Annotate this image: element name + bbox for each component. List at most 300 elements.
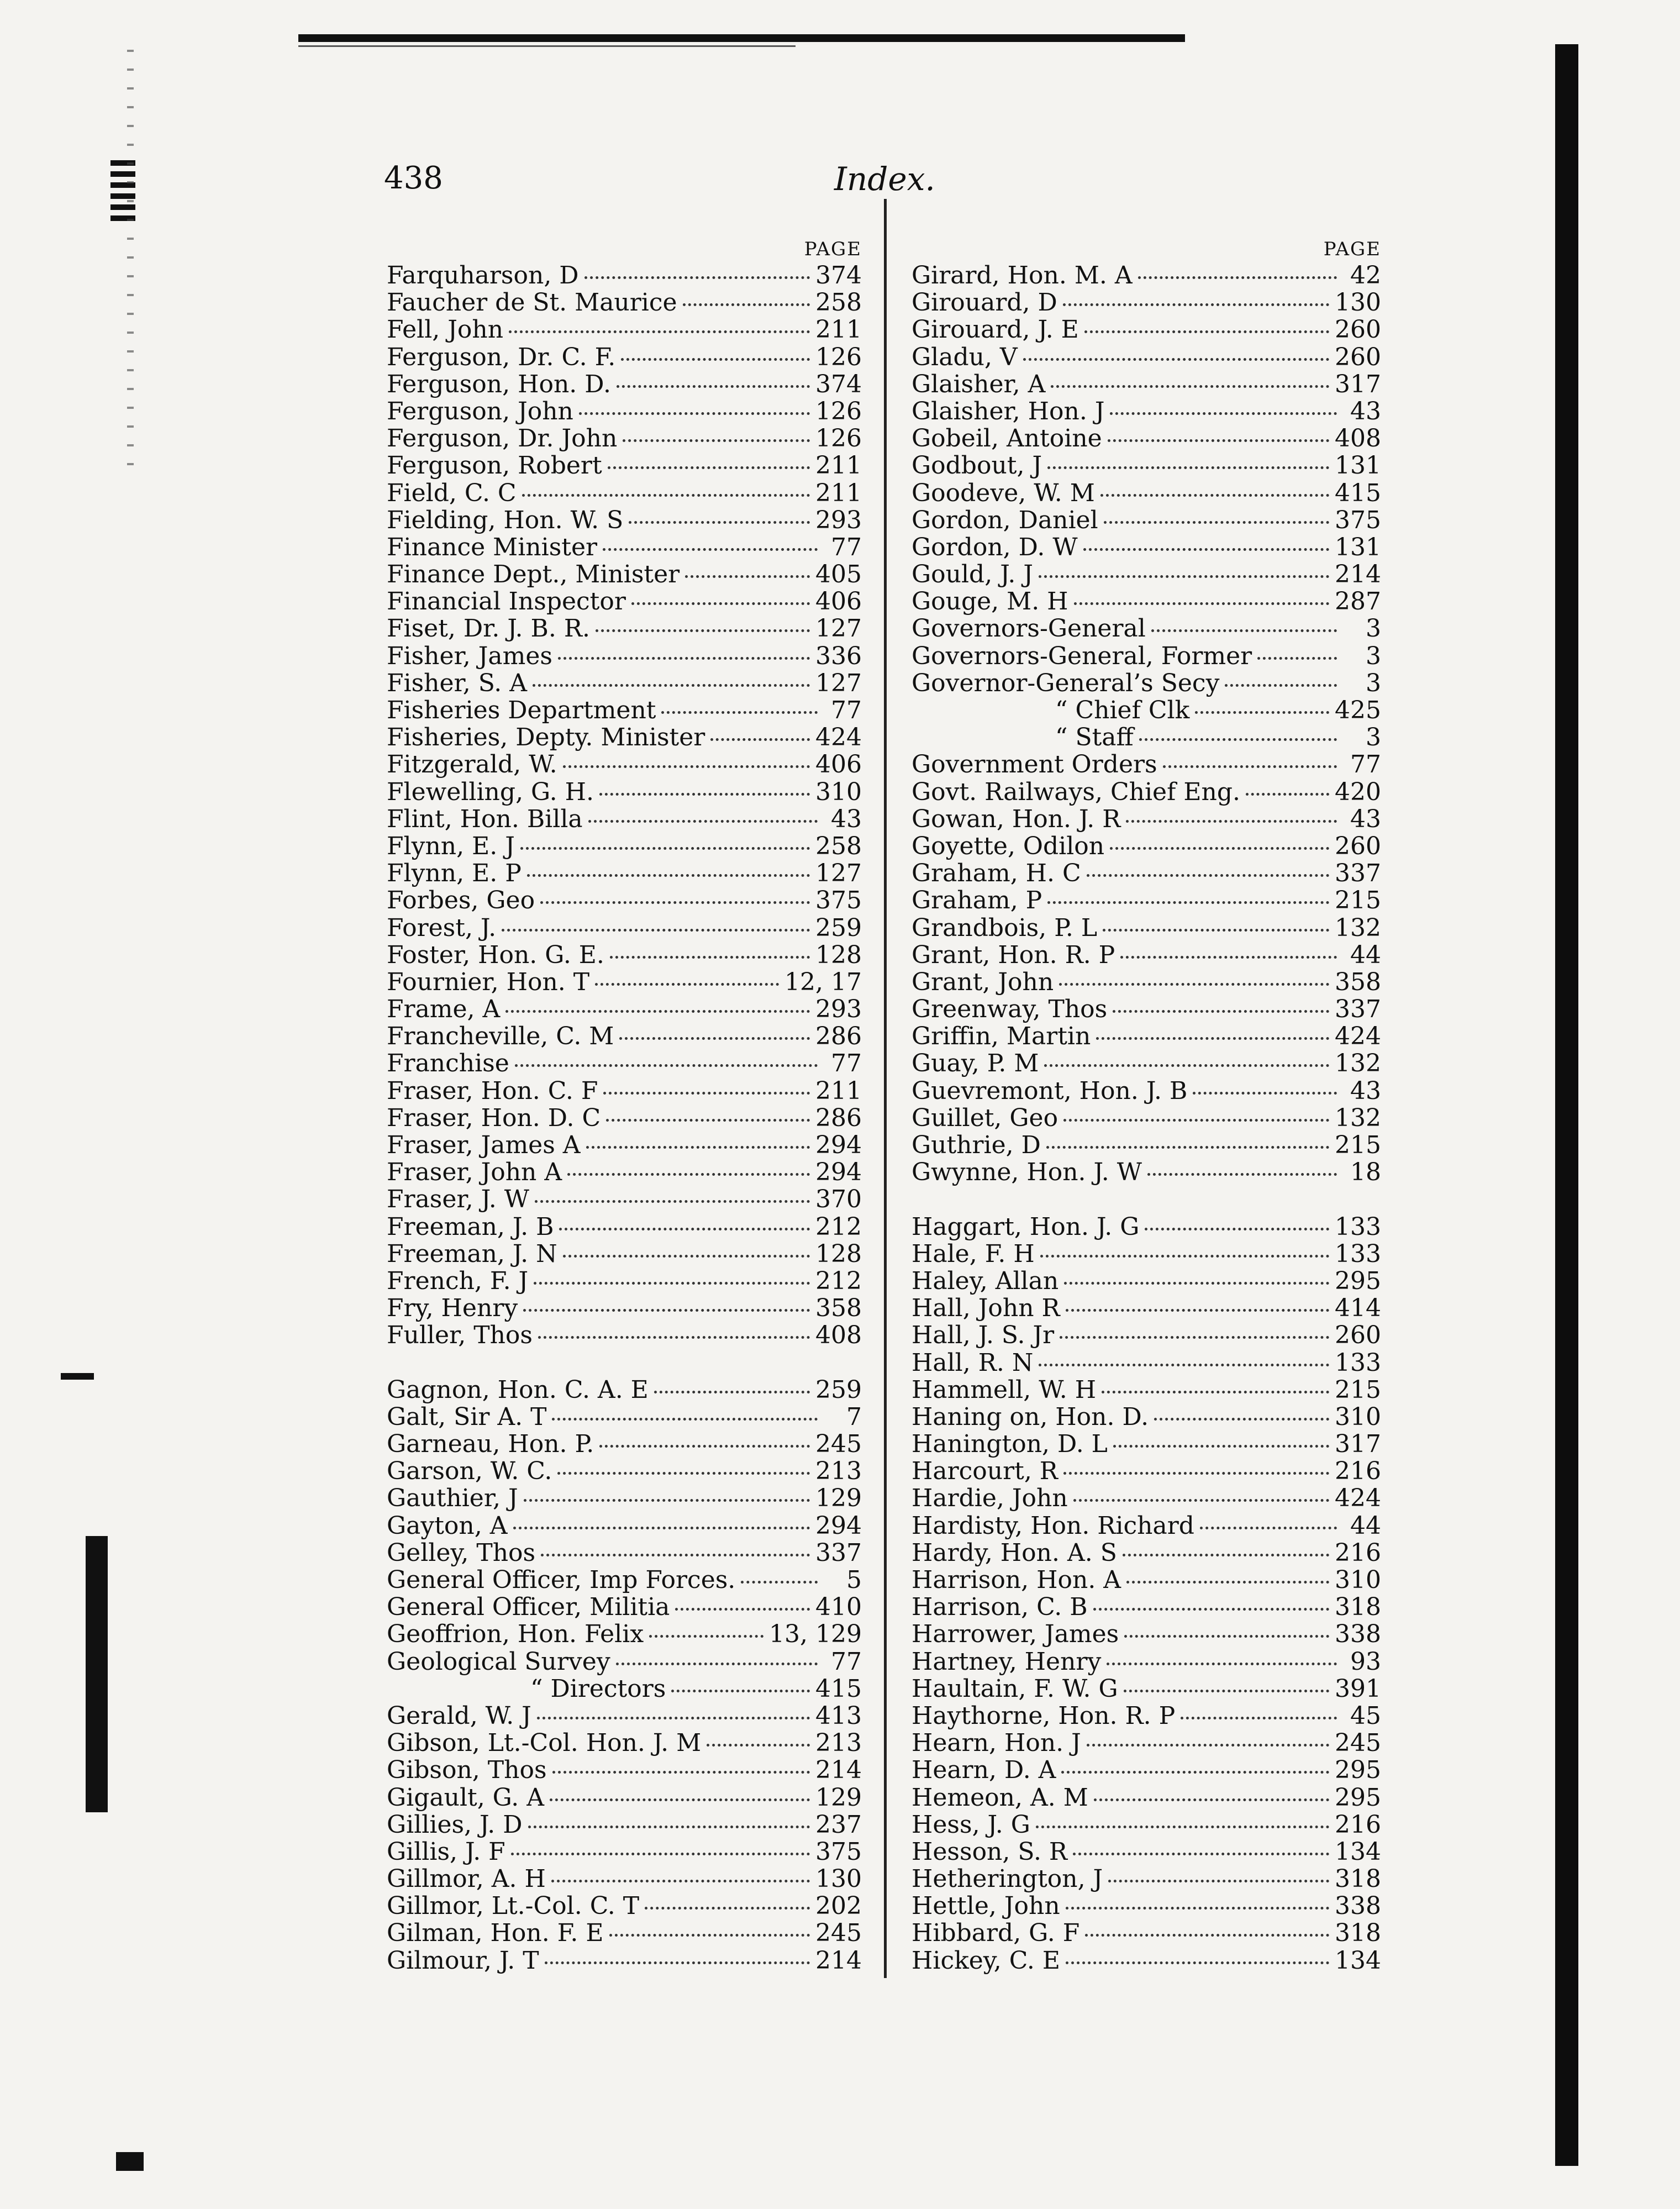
top-rule-thin — [298, 45, 796, 47]
leader-dots — [596, 629, 810, 632]
leader-dots — [629, 521, 810, 524]
index-entry — [912, 833, 1381, 860]
index-entry — [912, 969, 1381, 996]
entry-page: 410 — [815, 1593, 862, 1622]
index-entry — [912, 1077, 1381, 1104]
column-divider — [884, 199, 887, 1978]
entry-name: Gerald, W. J — [387, 1701, 531, 1730]
entry-page: 216 — [1335, 1457, 1381, 1486]
index-entry — [387, 316, 862, 343]
leader-dots — [1193, 1092, 1337, 1095]
index-column-right — [912, 236, 1381, 1974]
entry-page: 318 — [1335, 1593, 1381, 1622]
entry-page: 129 — [815, 1484, 862, 1513]
leader-dots — [1044, 1064, 1329, 1067]
leader-dots — [540, 901, 810, 904]
entry-page: 43 — [831, 804, 862, 833]
entry-page: 310 — [1335, 1402, 1381, 1431]
leader-dots — [1046, 1146, 1329, 1149]
entry-name: Goyette, Odilon — [912, 832, 1105, 860]
leader-dots — [552, 1418, 818, 1421]
entry-page: 202 — [815, 1892, 862, 1921]
entry-name: Gibson, Lt.-Col. Hon. J. M — [387, 1729, 702, 1758]
running-head: Index. — [834, 160, 935, 198]
binding-shadow — [1555, 44, 1578, 2166]
entry-name: Harrower, James — [912, 1620, 1119, 1649]
entry-name: Fisheries Department — [387, 696, 656, 724]
entry-name: Forest, J. — [387, 913, 497, 942]
leader-dots — [683, 303, 810, 306]
entry-page: 245 — [1335, 1729, 1381, 1758]
entry-page: 374 — [815, 370, 862, 398]
entry-name: Hammell, W. H — [912, 1375, 1097, 1404]
entry-page: 214 — [815, 1756, 862, 1785]
entry-page: 338 — [1335, 1620, 1381, 1649]
index-entry — [387, 1865, 862, 1892]
entry-name: Ferguson, Hon. D. — [387, 370, 611, 398]
index-entry — [387, 1403, 862, 1430]
index-entry — [387, 1458, 862, 1485]
leader-dots — [523, 1309, 810, 1312]
index-entry — [912, 697, 1381, 724]
leader-dots — [654, 1391, 810, 1393]
entry-page: 286 — [815, 1022, 862, 1051]
entry-page: 237 — [815, 1810, 862, 1839]
entry-page: 77 — [831, 1647, 862, 1676]
index-entry — [912, 942, 1381, 969]
index-entry — [387, 1702, 862, 1729]
entry-page: 212 — [815, 1266, 862, 1295]
leader-dots — [1066, 1961, 1329, 1964]
index-entry — [387, 1566, 862, 1593]
index-entry — [912, 480, 1381, 507]
leader-dots — [595, 983, 779, 986]
index-entry — [912, 1458, 1381, 1485]
entry-name: Gauthier, J — [387, 1484, 518, 1513]
leader-dots — [1039, 575, 1329, 578]
index-entry — [912, 1132, 1381, 1159]
entry-page: 391 — [1335, 1674, 1381, 1703]
index-entry — [912, 1403, 1381, 1430]
entry-page: 406 — [815, 750, 862, 779]
leader-dots — [1102, 1391, 1329, 1393]
entry-page: 3 — [1366, 723, 1381, 752]
leader-dots — [675, 1608, 810, 1611]
leader-dots — [1085, 1934, 1329, 1937]
entry-name: Fry, Henry — [387, 1294, 518, 1323]
leader-dots — [511, 1853, 810, 1855]
index-entry — [912, 1430, 1381, 1458]
index-entry — [912, 1892, 1381, 1919]
entry-page: 13, 129 — [769, 1620, 862, 1649]
index-entry — [912, 398, 1381, 425]
index-entry — [912, 1838, 1381, 1865]
entry-name: Glaisher, Hon. J — [912, 397, 1105, 425]
entry-name: Hickey, C. E — [912, 1946, 1060, 1975]
leader-dots — [1257, 657, 1337, 660]
index-entry — [387, 670, 862, 697]
entry-name: Glaisher, A — [912, 370, 1046, 398]
leader-dots — [502, 929, 810, 932]
entry-page: 294 — [815, 1158, 862, 1187]
entry-name: Gigault, G. A — [387, 1783, 545, 1812]
entry-name: Fiset, Dr. J. B. R. — [387, 614, 590, 643]
entry-name: Gilman, Hon. F. E — [387, 1919, 604, 1948]
leader-dots — [541, 1554, 810, 1556]
index-entry — [387, 1376, 862, 1403]
index-entry — [387, 425, 862, 452]
entry-name: Gordon, D. W — [912, 533, 1078, 561]
index-entry — [912, 1104, 1381, 1132]
index-entry — [912, 1947, 1381, 1974]
leader-dots — [603, 1092, 810, 1095]
leader-dots — [671, 1690, 810, 1692]
entry-name: Hetherington, J — [912, 1865, 1103, 1894]
leader-dots — [1023, 358, 1329, 361]
entry-page: 415 — [1335, 478, 1381, 507]
entry-name: Flynn, E. P — [387, 859, 522, 888]
entry-page: 134 — [1335, 1837, 1381, 1866]
index-entry — [912, 588, 1381, 615]
leader-dots — [533, 684, 810, 687]
index-entry — [912, 1376, 1381, 1403]
entry-name: Graham, H. C — [912, 859, 1081, 888]
entry-page: 129 — [815, 1783, 862, 1812]
entry-name: Godbout, J — [912, 451, 1042, 480]
leader-dots — [551, 1880, 810, 1882]
index-entry — [912, 289, 1381, 316]
entry-page: 127 — [815, 614, 862, 643]
leader-dots — [1051, 385, 1329, 388]
leader-dots — [1096, 1037, 1329, 1040]
entry-page: 211 — [815, 1076, 862, 1105]
entry-name: Governors-General — [912, 614, 1146, 643]
index-entry — [912, 751, 1381, 778]
index-entry — [387, 534, 862, 561]
scan-mark-tick — [61, 1373, 94, 1380]
entry-name: Galt, Sir A. T — [387, 1402, 547, 1431]
entry-name: Gagnon, Hon. C. A. E — [387, 1375, 649, 1404]
entry-page: 215 — [1335, 1131, 1381, 1159]
entry-name: Greenway, Thos — [912, 995, 1108, 1024]
entry-name: Foster, Hon. G. E. — [387, 940, 604, 969]
leader-dots — [538, 1336, 810, 1339]
index-entry — [912, 724, 1381, 751]
index-entry — [387, 1675, 862, 1702]
entry-name: Guevremont, Hon. J. B — [912, 1076, 1188, 1105]
leader-dots — [515, 1064, 818, 1067]
entry-page: 295 — [1335, 1266, 1381, 1295]
entry-page: 132 — [1335, 1049, 1381, 1078]
entry-page: 211 — [815, 315, 862, 344]
index-entry — [387, 262, 862, 289]
entry-page: 213 — [815, 1457, 862, 1486]
leader-dots — [563, 1255, 810, 1258]
entry-page: 259 — [815, 1375, 862, 1404]
entry-name: Francheville, C. M — [387, 1022, 614, 1051]
entry-page: 293 — [815, 506, 862, 534]
leader-dots — [710, 738, 810, 741]
index-entry — [912, 643, 1381, 670]
leader-dots — [619, 1037, 810, 1040]
entry-page: 317 — [1335, 1430, 1381, 1459]
index-entry — [912, 806, 1381, 833]
entry-page: 310 — [815, 777, 862, 806]
entry-name: Girouard, D — [912, 288, 1057, 317]
index-entry — [387, 1132, 862, 1159]
leader-dots — [1073, 1499, 1329, 1502]
index-entry — [912, 1865, 1381, 1892]
index-entry — [912, 1729, 1381, 1756]
leader-dots — [1103, 929, 1329, 932]
index-entry — [387, 779, 862, 806]
entry-page: 337 — [1335, 995, 1381, 1024]
leader-dots — [1181, 1717, 1337, 1719]
leader-dots — [1145, 1228, 1329, 1230]
entry-page: 127 — [815, 859, 862, 888]
leader-dots — [1123, 1554, 1329, 1556]
index-entry — [387, 1267, 862, 1295]
entry-name: Guay, P. M — [912, 1049, 1039, 1078]
entry-name: Finance Dept., Minister — [387, 560, 680, 589]
index-entry — [387, 969, 862, 996]
entry-page: 126 — [815, 397, 862, 425]
top-rule — [298, 34, 1185, 42]
entry-page: 12, 17 — [784, 967, 862, 996]
entry-page: 18 — [1350, 1158, 1381, 1187]
index-entry — [387, 860, 862, 887]
index-entry — [912, 1811, 1381, 1838]
entry-page: 77 — [831, 1049, 862, 1078]
entry-name: Geoffrion, Hon. Felix — [387, 1620, 644, 1649]
index-entry — [912, 1593, 1381, 1621]
leader-dots — [1083, 548, 1329, 551]
entry-page: 127 — [815, 669, 862, 697]
entry-page: 215 — [1335, 886, 1381, 915]
leader-dots — [707, 1744, 810, 1747]
leader-dots — [505, 1010, 810, 1013]
leader-dots — [513, 1527, 810, 1529]
entry-name: Flint, Hon. Billa — [387, 804, 583, 833]
index-entry — [387, 751, 862, 778]
leader-dots — [621, 358, 810, 361]
entry-name: Financial Inspector — [387, 587, 626, 616]
entry-page: 413 — [815, 1701, 862, 1730]
entry-page: 214 — [815, 1946, 862, 1975]
index-entry — [912, 1023, 1381, 1050]
leader-dots — [623, 439, 810, 442]
leader-dots — [1100, 494, 1329, 497]
entry-name: Flynn, E. J — [387, 832, 515, 860]
index-entry — [387, 1756, 862, 1784]
index-entry — [912, 561, 1381, 588]
leader-dots — [1094, 1798, 1329, 1801]
entry-page: 132 — [1335, 1103, 1381, 1132]
entry-name: Guillet, Geo — [912, 1103, 1058, 1132]
leader-dots — [1064, 1282, 1329, 1285]
index-entry — [912, 371, 1381, 398]
entry-page: 43 — [1350, 1076, 1381, 1105]
index-entry — [387, 1621, 862, 1648]
entry-name: Gladu, V — [912, 343, 1018, 371]
entry-name: Geological Survey — [387, 1647, 610, 1676]
entry-name: Haning on, Hon. D. — [912, 1402, 1149, 1431]
entry-page: 424 — [1335, 1484, 1381, 1513]
entry-page: 130 — [815, 1865, 862, 1894]
index-entry — [912, 1240, 1381, 1267]
leader-dots — [608, 466, 810, 469]
entry-name: Frame, A — [387, 995, 501, 1024]
entry-page: 245 — [815, 1430, 862, 1459]
entry-page: 133 — [1335, 1212, 1381, 1241]
index-entry — [912, 262, 1381, 289]
entry-page: 337 — [815, 1538, 862, 1567]
leader-dots — [552, 1771, 810, 1774]
entry-page: 215 — [1335, 1375, 1381, 1404]
entry-name: Faucher de St. Maurice — [387, 288, 677, 317]
entry-page: 134 — [1335, 1946, 1381, 1975]
entry-name: Harrison, Hon. A — [912, 1566, 1121, 1594]
entry-page: 260 — [1335, 315, 1381, 344]
entry-page: 287 — [1335, 587, 1381, 616]
entry-page: 375 — [1335, 506, 1381, 534]
entry-page: 414 — [1335, 1294, 1381, 1323]
index-column-left — [387, 236, 862, 1974]
entry-name: General Officer, Imp Forces. — [387, 1566, 736, 1594]
entry-page: 258 — [815, 832, 862, 860]
entry-name: Gillis, J. F — [387, 1837, 505, 1866]
entry-page: 375 — [815, 1837, 862, 1866]
entry-name: Gould, J. J — [912, 560, 1034, 589]
entry-name: Graham, P — [912, 886, 1042, 915]
index-entry — [387, 833, 862, 860]
entry-page: 132 — [1335, 913, 1381, 942]
entry-name: Haggart, Hon. J. G — [912, 1212, 1140, 1241]
entry-page: 93 — [1350, 1647, 1381, 1676]
leader-dots — [1107, 1663, 1337, 1665]
entry-page: 260 — [1335, 343, 1381, 371]
entry-name: Hibbard, G. F — [912, 1919, 1080, 1948]
entry-page: 211 — [815, 478, 862, 507]
entry-page: 3 — [1366, 669, 1381, 697]
entry-page: 131 — [1335, 451, 1381, 480]
index-entry — [387, 289, 862, 316]
index-entry — [387, 1539, 862, 1566]
entry-page: 318 — [1335, 1919, 1381, 1948]
entry-name: Hall, John R — [912, 1294, 1060, 1323]
entry-name: Gilmour, J. T — [387, 1946, 539, 1975]
leader-dots — [520, 847, 810, 850]
entry-name: Garneau, Hon. P. — [387, 1430, 594, 1459]
entry-page: 358 — [815, 1294, 862, 1323]
entry-name: Gillmor, Lt.-Col. C. T — [387, 1892, 640, 1921]
entry-page: 5 — [846, 1566, 862, 1594]
page-number: 438 — [384, 160, 443, 196]
entry-name: Fell, John — [387, 315, 504, 344]
entry-page: 295 — [1335, 1756, 1381, 1785]
scan-mark-block — [86, 1536, 108, 1812]
leader-dots — [1154, 1418, 1329, 1421]
index-entry — [912, 1349, 1381, 1376]
entry-name: Freeman, J. B — [387, 1212, 554, 1241]
entry-name: Field, C. C — [387, 478, 517, 507]
entry-name: Harrison, C. B — [912, 1593, 1088, 1622]
leader-dots — [1047, 466, 1329, 469]
leader-dots — [609, 1934, 810, 1937]
entry-page: 293 — [815, 995, 862, 1024]
entry-name: Haultain, F. W. G — [912, 1674, 1118, 1703]
index-entry — [387, 371, 862, 398]
leader-dots — [1087, 874, 1329, 877]
entry-name: Garson, W. C. — [387, 1457, 552, 1486]
leader-dots — [567, 1173, 810, 1176]
index-entry — [387, 561, 862, 588]
leader-dots — [1074, 602, 1329, 605]
entry-name: Finance Minister — [387, 533, 598, 561]
entry-name: Hess, J. G — [912, 1810, 1030, 1839]
leader-dots — [610, 956, 810, 959]
index-entry — [912, 860, 1381, 887]
entry-name: Hemeon, A. M — [912, 1783, 1088, 1812]
index-entry — [387, 1811, 862, 1838]
leader-dots — [649, 1635, 763, 1638]
entry-name: Hearn, Hon. J — [912, 1729, 1081, 1758]
scan-mark-speckle — [127, 33, 134, 475]
leader-dots — [1200, 1527, 1337, 1529]
leader-dots — [1110, 847, 1329, 850]
entry-page: 77 — [1350, 750, 1381, 779]
index-entry — [387, 1213, 862, 1240]
entry-list — [387, 262, 862, 1974]
index-entry — [387, 1593, 862, 1621]
entry-page: 259 — [815, 913, 862, 942]
leader-dots — [545, 1961, 810, 1964]
entry-name: “ Staff — [1055, 723, 1134, 752]
leader-dots — [1039, 1364, 1329, 1366]
entry-name: Hall, J. S. Jr — [912, 1321, 1055, 1350]
entry-name: Fraser, John A — [387, 1158, 562, 1187]
entry-name: Gwynne, Hon. J. W — [912, 1158, 1142, 1187]
index-entry — [387, 1729, 862, 1756]
index-entry — [912, 1485, 1381, 1512]
entry-name: Hanington, D. L — [912, 1430, 1108, 1459]
index-entry — [912, 1702, 1381, 1729]
entry-page: 405 — [815, 560, 862, 589]
leader-dots — [685, 575, 810, 578]
leader-dots — [528, 1826, 810, 1828]
entry-page: 213 — [815, 1729, 862, 1758]
entry-page: 370 — [815, 1185, 862, 1214]
index-entry — [387, 588, 862, 615]
entry-page: 374 — [815, 261, 862, 290]
entry-page: 77 — [831, 533, 862, 561]
leader-dots — [616, 1663, 818, 1665]
index-entry — [912, 1322, 1381, 1349]
leader-dots — [1108, 1880, 1329, 1882]
leader-dots — [1113, 1445, 1329, 1448]
index-entry — [387, 398, 862, 425]
entry-name: Franchise — [387, 1049, 509, 1078]
leader-dots — [1124, 1635, 1329, 1638]
leader-dots — [535, 1200, 810, 1203]
index-entry — [387, 942, 862, 969]
entry-name: Hale, F. H — [912, 1239, 1035, 1268]
entry-name: Gordon, Daniel — [912, 506, 1098, 534]
leader-dots — [1126, 820, 1337, 823]
entry-name: Fisher, S. A — [387, 669, 528, 697]
entry-name: Grant, Hon. R. P — [912, 940, 1115, 969]
entry-page: 424 — [815, 723, 862, 752]
